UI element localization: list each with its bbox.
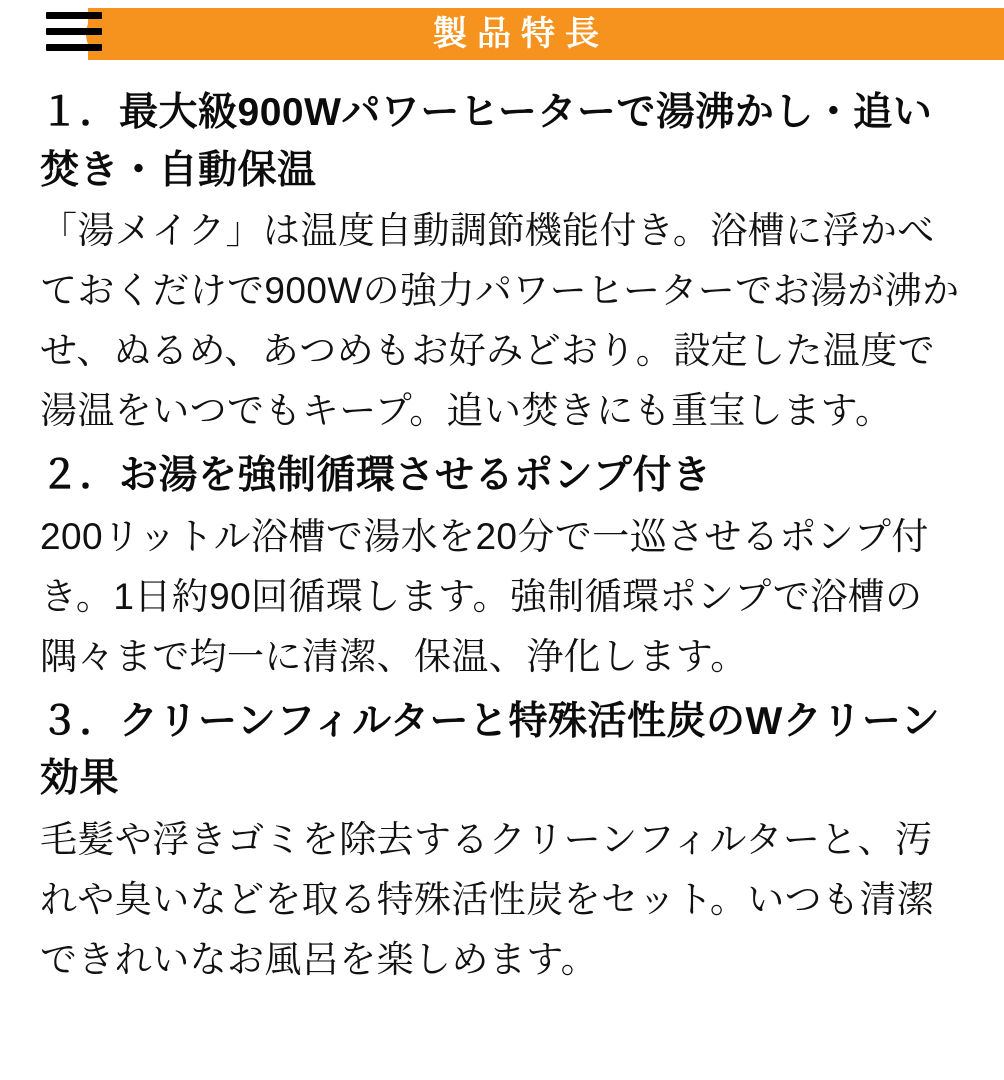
feature-body-1: 「湯メイク」は温度自動調節機能付き。浴槽に浮かべておくだけで900Wの強力パワーヒーターでお湯が沸かせ、ぬるめ、あつめもお好みどおり。設定した温度で湯温をいつでもキープ。追い焚きにも重宝します。 xyxy=(40,210,960,432)
feature-heading-2: ２．お湯を強制循環させるポンプ付き xyxy=(40,454,712,498)
feature-body-3: 毛髪や浮きゴミを除去するクリーンフィルターと、汚れや臭いなどを取る特殊活性炭をセット。いつも清潔できれいなお風呂を楽しめます。 xyxy=(40,819,935,981)
page-header xyxy=(0,0,1004,66)
features-list xyxy=(0,66,1004,990)
hamburger-menu-icon[interactable] xyxy=(46,8,102,54)
feature-heading-3: ３．クリーンフィルターと特殊活性炭のWクリーン効果 xyxy=(40,699,941,801)
feature-body-2: 200リットル浴槽で湯水を20分で一巡させるポンプ付き。1日約90回循環します。強制循環ポンプで浴槽の隅々まで均一に清潔、保温、浄化します。 xyxy=(40,515,929,677)
feature-item-1 xyxy=(40,84,966,441)
hamburger-bar-bottom xyxy=(46,44,102,51)
hamburger-bar-middle xyxy=(46,28,102,35)
page-title: 製品特長 xyxy=(433,15,609,53)
feature-heading-1: １．最大級900Wパワーヒーターで湯沸かし・追い焚き・自動保温 xyxy=(40,91,933,192)
header-banner-bar xyxy=(88,8,1004,60)
feature-item-3 xyxy=(40,693,966,990)
hamburger-bar-top xyxy=(46,12,102,19)
feature-item-2 xyxy=(40,447,966,687)
